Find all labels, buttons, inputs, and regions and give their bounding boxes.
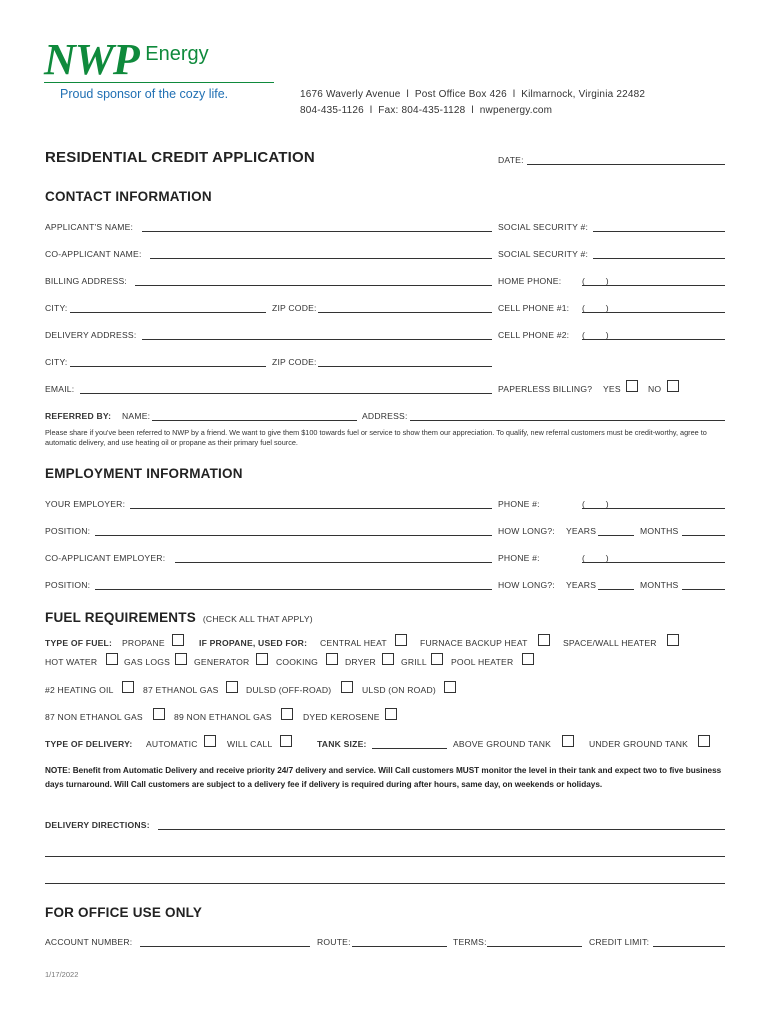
credit-limit-label: CREDIT LIMIT: [589, 937, 650, 947]
delivery-directions-label: DELIVERY DIRECTIONS: [45, 820, 150, 830]
type-of-fuel-label: TYPE OF FUEL: [45, 638, 113, 648]
dulsd-checkbox[interactable] [341, 681, 353, 693]
position2-field[interactable] [95, 589, 492, 590]
how-long-label: HOW LONG?: [498, 526, 555, 536]
delivery-address-field[interactable] [142, 339, 492, 340]
grill-checkbox[interactable] [431, 653, 443, 665]
referral-name-field[interactable] [152, 420, 357, 421]
years2-field[interactable] [598, 589, 634, 590]
central-heat-checkbox[interactable] [395, 634, 407, 646]
account-number-field[interactable] [140, 946, 310, 947]
cell1-paren: ( ) [582, 303, 609, 313]
cell2-field[interactable] [582, 339, 725, 340]
tagline: Proud sponsor of the cozy life. [60, 87, 229, 101]
ssn2-label: SOCIAL SECURITY #: [498, 249, 589, 259]
date-field[interactable] [527, 164, 725, 165]
paperless-label: PAPERLESS BILLING? [498, 384, 593, 394]
delivery-note: NOTE: Benefit from Automatic Delivery and receive priority 24/7 delivery and service. Will Call customers MUST monitor the level in their tank and expect two to five business days turnaround. Will Call customers are subject to a delivery fee if delivery is required during after hours, same day, on weekends or holidays. [45, 766, 722, 789]
delivery-address-label: DELIVERY ADDRESS: [45, 330, 137, 340]
grill-label: GRILL [401, 657, 427, 667]
automatic-label: AUTOMATIC [146, 739, 198, 749]
propane-label: PROPANE [122, 638, 165, 648]
city-field[interactable] [70, 312, 266, 313]
co-employer-label: CO-APPLICANT EMPLOYER: [45, 553, 166, 563]
cell2-label: CELL PHONE #2: [498, 330, 570, 340]
footer-date: 1/17/2022 [45, 970, 79, 979]
section-fuel [45, 610, 313, 625]
space-wall-checkbox[interactable] [667, 634, 679, 646]
cell1-field[interactable] [582, 312, 725, 313]
paperless-no-label: NO [648, 384, 662, 394]
zip-label: ZIP CODE: [272, 303, 317, 313]
cell1-label: CELL PHONE #1: [498, 303, 570, 313]
above-ground-label: ABOVE GROUND TANK [453, 739, 552, 749]
referral-address-field[interactable] [410, 420, 725, 421]
employer-phone-field[interactable] [582, 508, 725, 509]
city-label: CITY: [45, 303, 68, 313]
coapplicant-name-label: CO-APPLICANT NAME: [45, 249, 142, 259]
non-ethanol89-label: 89 NON ETHANOL GAS [174, 712, 272, 722]
tank-size-label: TANK SIZE: [317, 739, 367, 749]
gas-logs-checkbox[interactable] [175, 653, 187, 665]
applicant-name-field[interactable] [142, 231, 492, 232]
tank-size-field[interactable] [372, 748, 447, 749]
logo-energy: Energy [145, 43, 209, 65]
section-contact: CONTACT INFORMATION [45, 189, 212, 204]
co-employer-phone-label: PHONE #: [498, 553, 540, 563]
position-field[interactable] [95, 535, 492, 536]
zip-field[interactable] [318, 312, 492, 313]
years-field[interactable] [598, 535, 634, 536]
above-ground-checkbox[interactable] [562, 735, 574, 747]
ulsd-label: ULSD (ON ROAD) [362, 685, 436, 695]
paperless-yes-label: YES [603, 384, 621, 394]
employer-phone-label: PHONE #: [498, 499, 540, 509]
gas-logs-label: GAS LOGS [124, 657, 171, 667]
employer-label: YOUR EMPLOYER: [45, 499, 126, 509]
ssn-field[interactable] [593, 231, 725, 232]
company-address: 1676 Waverly Avenue l Post Office Box 426 l Kilmarnock, Virginia 22482 [300, 89, 646, 100]
logo-nwp: NWP [44, 35, 139, 84]
section-fuel-title: FUEL REQUIREMENTS [45, 610, 196, 625]
under-ground-label: UNDER GROUND TANK [589, 739, 689, 749]
hot-water-checkbox[interactable] [106, 653, 118, 665]
space-wall-label: SPACE/WALL HEATER [563, 638, 657, 648]
non-ethanol87-checkbox[interactable] [153, 708, 165, 720]
position2-label: POSITION: [45, 580, 91, 590]
if-propane-label: IF PROPANE, USED FOR: [199, 638, 308, 648]
will-call-label: WILL CALL [227, 739, 273, 749]
date-label: DATE: [498, 155, 524, 165]
referral-address-label: ADDRESS: [362, 411, 408, 421]
pool-heater-checkbox[interactable] [522, 653, 534, 665]
referred-by-label: REFERRED BY: [45, 411, 112, 421]
ethanol87-label: 87 ETHANOL GAS [143, 685, 219, 695]
city2-label: CITY: [45, 357, 68, 367]
city2-field[interactable] [70, 366, 266, 367]
account-number-label: ACCOUNT NUMBER: [45, 937, 133, 947]
coapplicant-name-field[interactable] [150, 258, 492, 259]
heating-oil-checkbox[interactable] [122, 681, 134, 693]
cell2-paren: ( ) [582, 330, 609, 340]
co-employer-phone-field[interactable] [582, 562, 725, 563]
cooking-label: COOKING [276, 657, 318, 667]
terms-field[interactable] [487, 946, 582, 947]
ssn-label: SOCIAL SECURITY #: [498, 222, 589, 232]
dyed-kerosene-checkbox[interactable] [385, 708, 397, 720]
employer-phone-paren: ( ) [582, 499, 609, 509]
home-phone-field[interactable] [582, 285, 725, 286]
dryer-label: DRYER [345, 657, 376, 667]
months-label: MONTHS [640, 526, 679, 536]
dyed-kerosene-label: DYED KEROSENE [303, 712, 380, 722]
how-long2-label: HOW LONG?: [498, 580, 555, 590]
employer-field[interactable] [130, 508, 492, 509]
delivery-directions-field[interactable] [158, 829, 725, 830]
referral-name-label: NAME: [122, 411, 151, 421]
generator-checkbox[interactable] [256, 653, 268, 665]
logo-underline [44, 82, 274, 83]
ulsd-checkbox[interactable] [444, 681, 456, 693]
non-ethanol87-label: 87 NON ETHANOL GAS [45, 712, 143, 722]
will-call-checkbox[interactable] [280, 735, 292, 747]
years-label: YEARS [566, 526, 597, 536]
email-label: EMAIL: [45, 384, 75, 394]
delivery-directions-line-2[interactable] [45, 856, 725, 857]
dryer-checkbox[interactable] [382, 653, 394, 665]
years2-label: YEARS [566, 580, 597, 590]
furnace-backup-label: FURNACE BACKUP HEAT [420, 638, 528, 648]
referral-text: Please share if you've been referred to NWP by a friend. We want to give them $100 towards fuel or service to show them our appreciation. To qualify, new referral customers must be credit-worthy, agree to automatic delivery, and use heating oil or propane as their primary fuel source. [45, 428, 707, 447]
ethanol87-checkbox[interactable] [226, 681, 238, 693]
hot-water-label: HOT WATER [45, 657, 98, 667]
months-field[interactable] [682, 535, 725, 536]
home-phone-label: HOME PHONE: [498, 276, 562, 286]
section-fuel-note: (CHECK ALL THAT APPLY) [202, 614, 313, 624]
generator-label: GENERATOR [194, 657, 250, 667]
paperless-yes-checkbox[interactable] [626, 380, 638, 392]
co-employer-field[interactable] [175, 562, 492, 563]
dulsd-label: DULSD (OFF-ROAD) [246, 685, 332, 695]
company-logo [44, 34, 207, 85]
non-ethanol89-checkbox[interactable] [281, 708, 293, 720]
pool-heater-label: POOL HEATER [451, 657, 514, 667]
central-heat-label: CENTRAL HEAT [320, 638, 387, 648]
applicant-name-label: APPLICANT'S NAME: [45, 222, 134, 232]
paperless-no-checkbox[interactable] [667, 380, 679, 392]
section-employment: EMPLOYMENT INFORMATION [45, 466, 243, 481]
home-phone-paren: ( ) [582, 276, 609, 286]
furnace-backup-checkbox[interactable] [538, 634, 550, 646]
position-label: POSITION: [45, 526, 91, 536]
billing-address-label: BILLING ADDRESS: [45, 276, 128, 286]
zip2-field[interactable] [318, 366, 492, 367]
propane-checkbox[interactable] [172, 634, 184, 646]
months2-field[interactable] [682, 589, 725, 590]
delivery-directions-line-3[interactable] [45, 883, 725, 884]
route-field[interactable] [352, 946, 447, 947]
route-label: ROUTE: [317, 937, 351, 947]
company-phones: 804-435-1126 l Fax: 804-435-1128 l nwpenergy.com [300, 105, 553, 116]
automatic-checkbox[interactable] [204, 735, 216, 747]
credit-limit-field[interactable] [653, 946, 725, 947]
under-ground-checkbox[interactable] [698, 735, 710, 747]
delivery-type-label: TYPE OF DELIVERY: [45, 739, 133, 749]
page-title: RESIDENTIAL CREDIT APPLICATION [45, 149, 315, 166]
zip2-label: ZIP CODE: [272, 357, 317, 367]
months2-label: MONTHS [640, 580, 679, 590]
email-field[interactable] [80, 393, 492, 394]
co-employer-phone-paren: ( ) [582, 553, 609, 563]
heating-oil-label: #2 HEATING OIL [45, 685, 114, 695]
ssn2-field[interactable] [593, 258, 725, 259]
cooking-checkbox[interactable] [326, 653, 338, 665]
billing-address-field[interactable] [135, 285, 492, 286]
section-office: FOR OFFICE USE ONLY [45, 905, 203, 920]
terms-label: TERMS: [453, 937, 487, 947]
